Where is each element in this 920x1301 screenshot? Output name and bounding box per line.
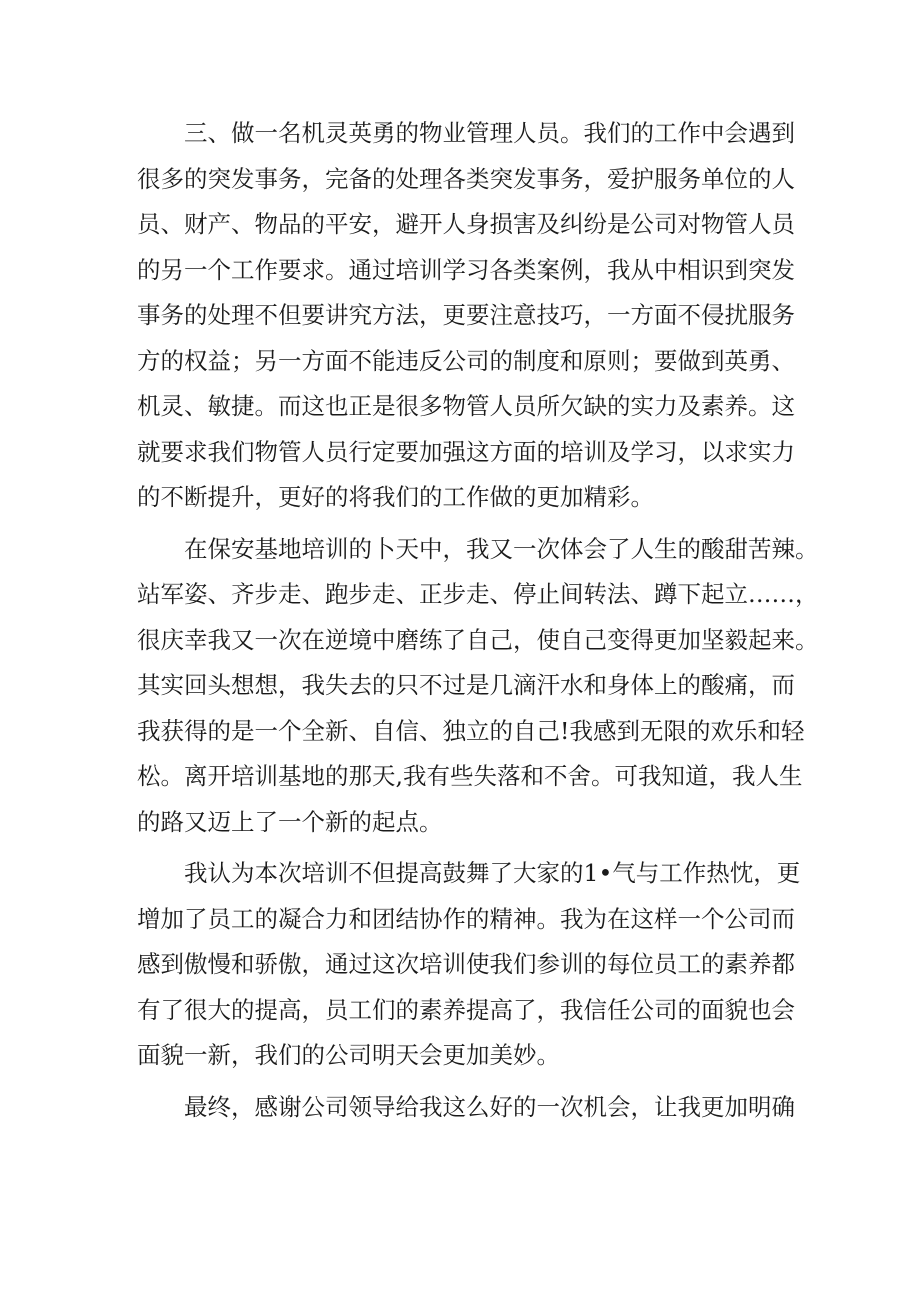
text-line: 感到傲慢和骄傲，通过这次培训使我们参训的每位员工的素养都 — [137, 950, 795, 978]
text-line: 方的权益；另一方面不能违反公司的制度和原则；要做到英勇、 — [137, 346, 795, 375]
text-line: 有了很大的提高，员工们的素养提高了，我信任公司的面貌也会 — [137, 995, 795, 1024]
text-line: 的路又迈上了一个新的起点。 — [137, 807, 443, 836]
text-line: 在保安基地培训的卜天中，我又一次体会了人生的酸甜苦辣。 — [184, 534, 819, 563]
text-line: 的不断提升，更好的将我们的工作做的更加精彩。 — [137, 483, 654, 511]
paragraph-training-impact — [137, 851, 801, 1079]
text-line: 机灵、敏捷。而这也正是很多物管人员所欠缺的实力及素养。这 — [137, 392, 795, 420]
text-line: 我获得的是一个全新、自信、独立的自己!我感到无限的欢乐和轻 — [137, 716, 805, 745]
document-body — [137, 111, 819, 1136]
text-line: 就要求我们物管人员行定要加强这方面的培训及学习，以求实力 — [137, 437, 795, 466]
text-line: 最终，感谢公司领导给我这么好的一次机会，让我更加明确 — [184, 1092, 795, 1121]
text-line: 员、财产、物品的平安，避开人身损害及纠纷是公司对物管人员 — [137, 210, 795, 238]
paragraph-property-manager-skills — [137, 111, 797, 521]
text-line: 事务的处理不但要讲究方法，更要注意技巧，一方面不侵扰服务 — [137, 301, 795, 329]
paragraph-closing-thanks — [137, 1085, 797, 1131]
text-line: 站军姿、齐步走、跑步走、正步走、停止间转法、蹲下起立……， — [137, 580, 819, 608]
text-line: 三、做一名机灵英勇的物业管理人员。我们的工作中会遇到 — [184, 119, 795, 147]
text-line: 面貌一新，我们的公司明天会更加美妙。 — [137, 1041, 560, 1069]
paragraph-security-base-training — [137, 527, 819, 846]
text-line: 增加了员工的凝合力和团结协作的精神。我为在这样一个公司而 — [137, 904, 795, 933]
text-line: 很多的突发事务，完备的处理各类突发事务，爱护服务单位的人 — [137, 164, 795, 193]
text-line: 其实回头想想，我失去的只不过是几滴汗水和身体上的酸痛，而 — [137, 671, 795, 699]
text-line: 很庆幸我又一次在逆境中磨练了自己，使自己变得更加坚毅起来。 — [137, 625, 819, 654]
text-line: 的另一个工作要求。通过培训学习各类案例，我从中相识到突发 — [137, 255, 795, 284]
text-line: 松。离开培训基地的那天,我有些失落和不舍。可我知道，我人生 — [137, 762, 803, 790]
text-line: 我认为本次培训不但提高鼓舞了大家的1•气与工作热忱，更 — [184, 859, 801, 887]
